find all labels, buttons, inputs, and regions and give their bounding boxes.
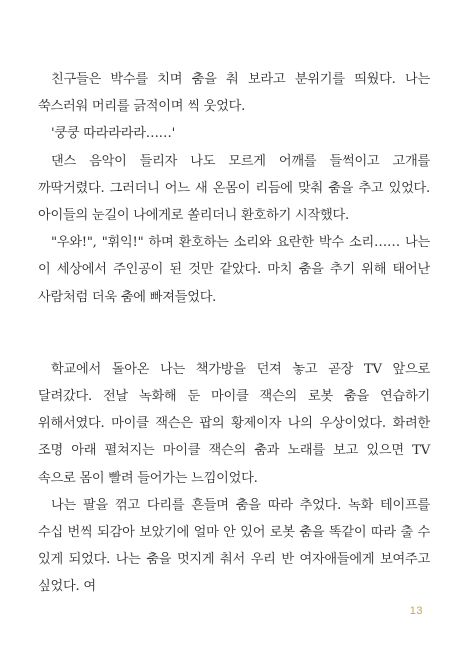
paragraph: 친구들은 박수를 치며 춤을 춰 보라고 분위기를 띄웠다. 나는 쑥스러워 머리를 긁적이며 씩 웃었다. [38,72,430,115]
paragraph: '쿵쿵 따라라라라……' [51,126,175,142]
paragraph: 댄스 음악이 들리자 나도 모르게 어깨를 들썩이고 고개를 까딱거렸다. 그러더니 어느 새 온몸이 리듬에 맞춰 춤을 추고 있었다. 아이들의 눈길이 나에게로 쏠리더니 환호하기 시작했다. [38,153,430,224]
paragraph: "우와!", "휘익!" 하며 환호하는 소리와 요란한 박수 소리…… 나는 이 세상에서 주인공이 된 것만 같았다. 마치 춤을 추기 위해 태어난 사람처럼 더욱 춤에 빠져들었다. [38,235,430,305]
body-text [38,66,430,601]
page-number: 13 [409,605,423,617]
paragraph: 나는 팔을 꺾고 다리를 흔들며 춤을 따라 추었다. 녹화 테이프를 수십 번씩 되감아 보았기에 얼마 안 있어 로봇 춤을 똑같이 따라 출 수 있게 되었다. 나는 춤을 멋지게 춰서 우리 반 여자애들에게 보여주고 싶었다. 여 [38,497,430,595]
section-break [38,311,430,356]
paragraph: 학교에서 돌아온 나는 책가방을 던져 놓고 곧장 TV 앞으로 달려갔다. 전날 녹화해 둔 마이클 잭슨의 로봇 춤을 연습하기 위해서였다. 마이클 잭슨은 팝의 황제이자 나의 우상이었다. 화려한 조명 아래 펼쳐지는 마이클 잭슨의 춤과 노래를 보고 있으면 TV 속으로 몸이 빨려 들어가는 느낌이었다. [38,361,430,486]
